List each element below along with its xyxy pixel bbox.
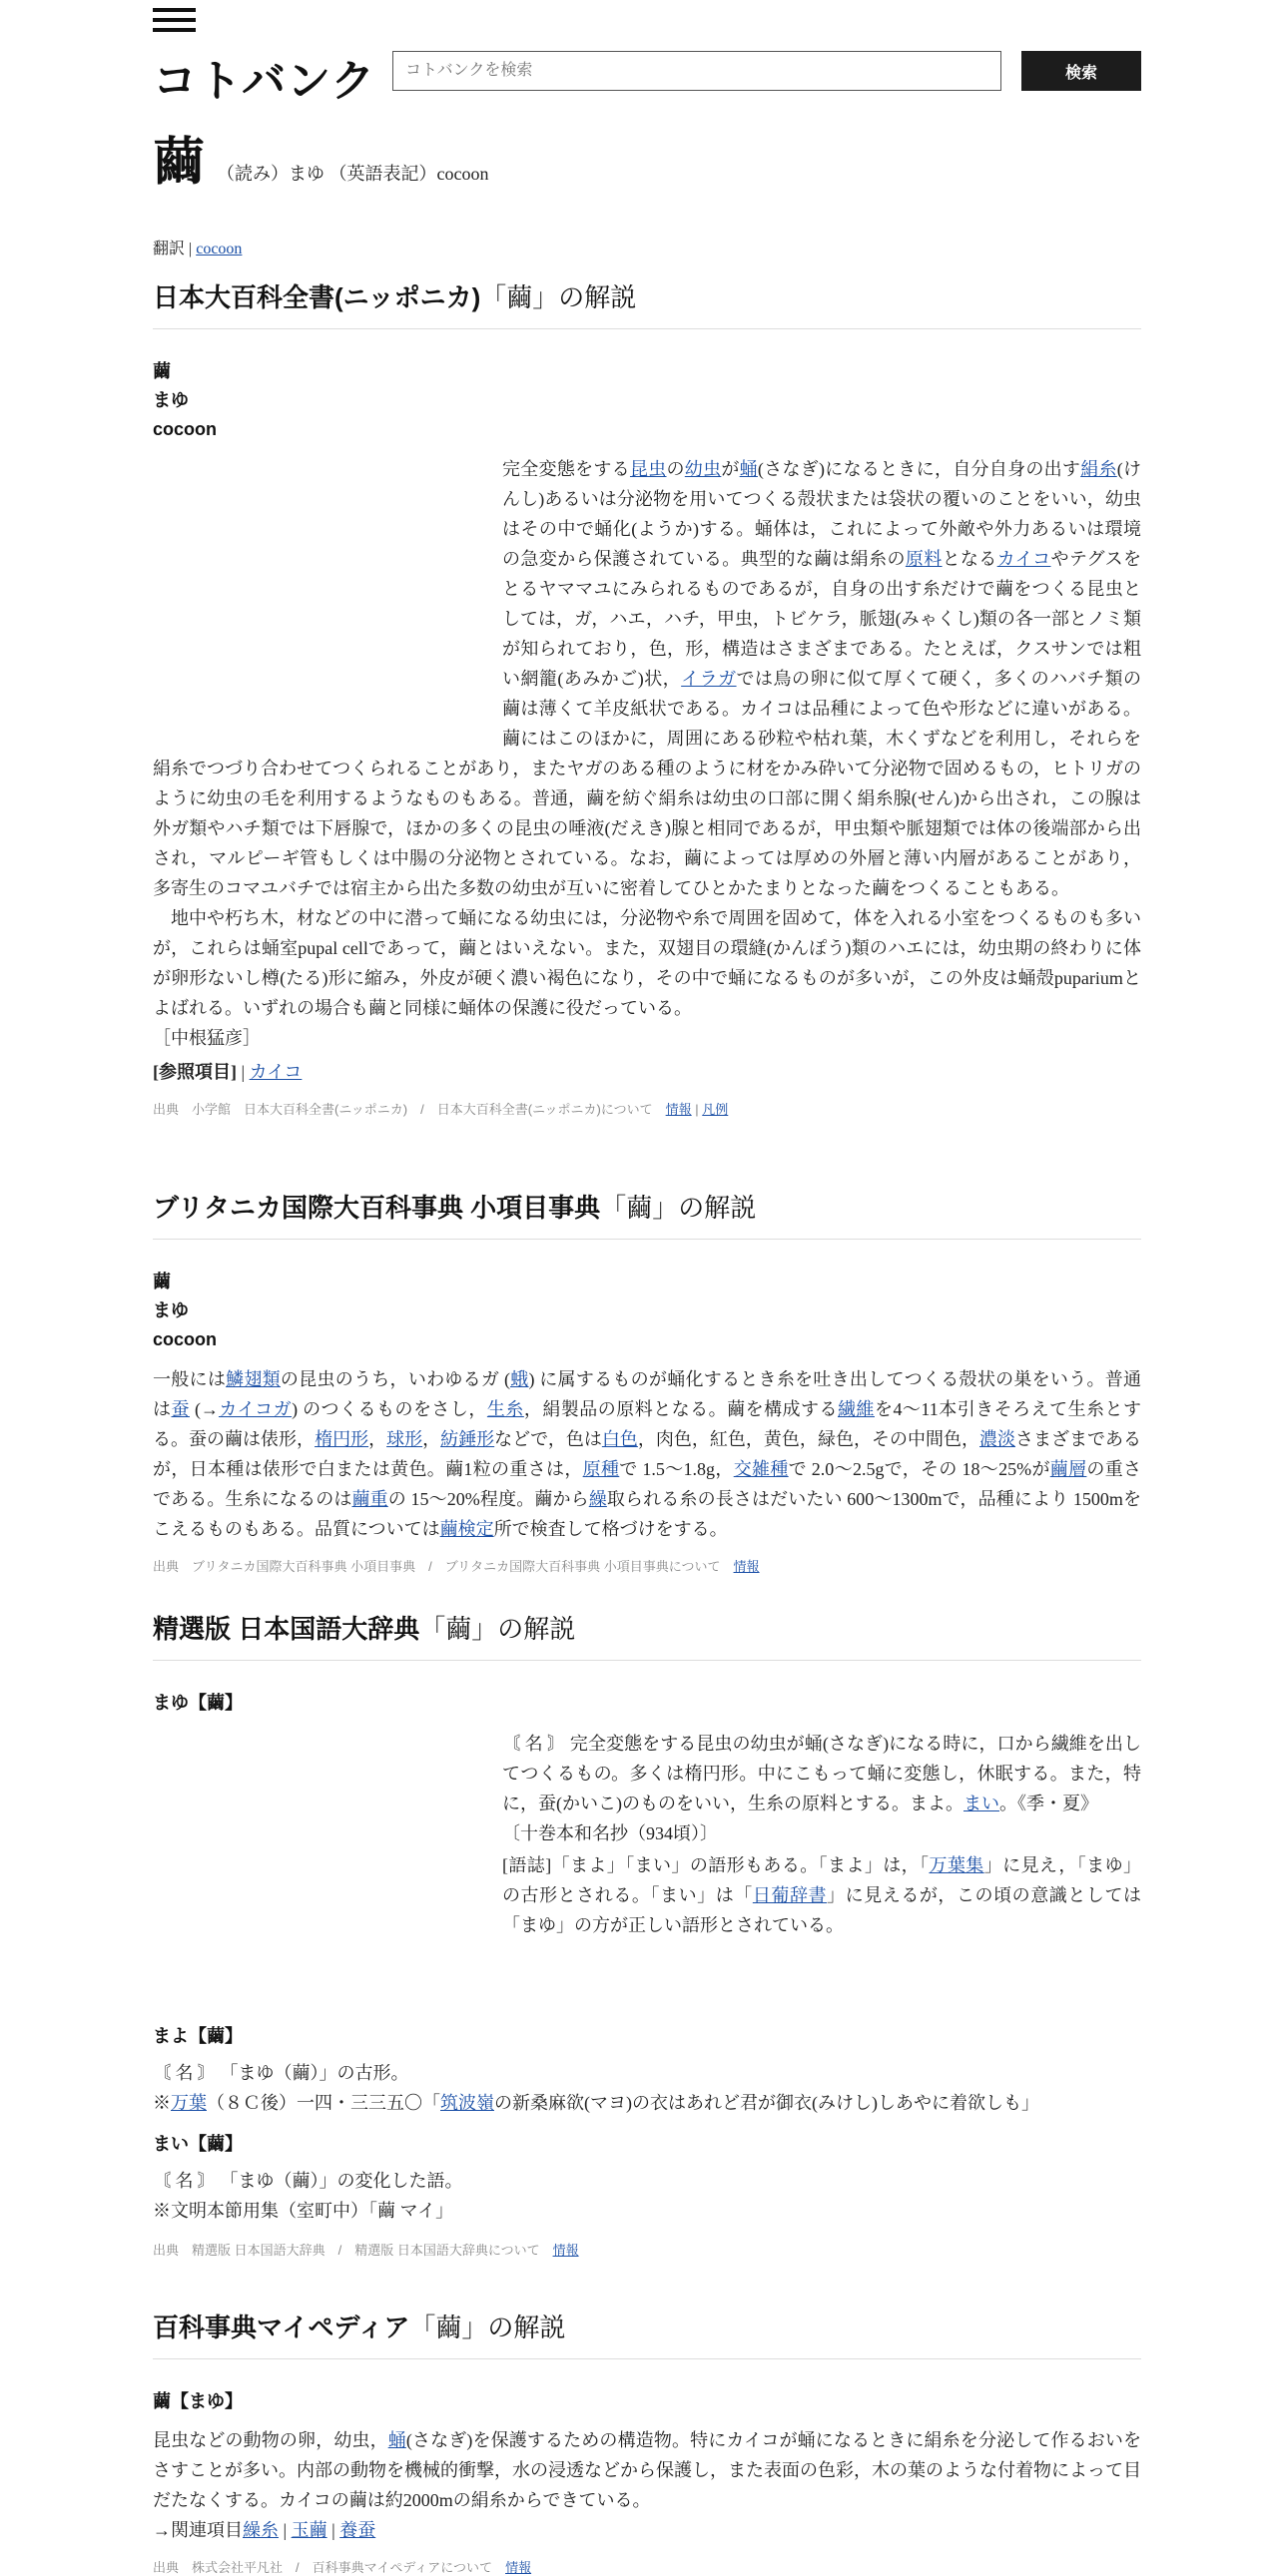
- section-britannica: [153, 1188, 1141, 1575]
- link-kenshi[interactable]: 絹糸: [1080, 459, 1117, 479]
- link-daenkei[interactable]: 楕円形: [315, 1429, 369, 1449]
- link-kiito[interactable]: 生糸: [486, 1399, 524, 1419]
- keyword-kanji: 繭: [153, 361, 171, 381]
- source-info-link[interactable]: 情報: [733, 1559, 760, 1574]
- section-mypedia: [153, 2308, 1141, 2576]
- link-konchu[interactable]: 昆虫: [629, 459, 667, 479]
- entry-body-mayu: [502, 1729, 1141, 1940]
- source-line: 出典 小学館 日本大百科全書(ニッポニカ) / 日本大百科全書(ニッポニカ)について 情報 | 凡例: [153, 1102, 729, 1117]
- reference-link-kaiko[interactable]: カイコ: [249, 1062, 303, 1082]
- source-info-link[interactable]: 情報: [552, 2243, 579, 2258]
- entry-heading-mai: まい【繭】: [153, 2134, 243, 2154]
- keyword-kanji: 繭: [153, 1272, 171, 1291]
- reference-line: [参照項目] | カイコ: [153, 1062, 303, 1082]
- section-title: ブリタニカ国際大百科事典 小項目事典「繭」の解説: [153, 1188, 1141, 1240]
- definition: 〘 名 〙 完全変態をする昆虫の幼虫が蛹(さなぎ)になる時に，口から繊維を出してつくるもの。多くは楕円形。中にこもって蛹に変態し，休眠する。また，特に，蚕(かいこ)のものをいい，生糸の原料とする。まよ。まい。《季・夏》: [502, 1734, 1141, 1813]
- author: ［中根猛彦］: [153, 1028, 261, 1048]
- definition-mayo: 〘 名 〙 「まゆ（繭）」の古形。: [153, 2063, 409, 2083]
- source-line: 出典 ブリタニカ国際大百科事典 小項目事典 / ブリタニカ国際大百科事典 小項目事典について 情報: [153, 1559, 760, 1574]
- entry-heading-mayu: まゆ【繭】: [153, 1693, 243, 1713]
- definition-mai: 〘 名 〙 「まゆ（繭）」の変化した語。: [153, 2171, 463, 2191]
- related-link-tamamayu[interactable]: 玉繭: [291, 2520, 327, 2540]
- section-daijisen: [153, 1609, 1141, 2259]
- search-input[interactable]: [392, 51, 1001, 91]
- link-genryo[interactable]: 原料: [905, 549, 943, 569]
- link-ga[interactable]: 蛾: [509, 1369, 529, 1389]
- section-title: 精選版 日本国語大辞典「繭」の解説: [153, 1609, 1141, 1661]
- link-kaiko[interactable]: カイコ: [996, 549, 1051, 569]
- translation-line: [153, 236, 242, 258]
- entry-heading: 繭【まゆ】: [153, 2391, 243, 2411]
- section-title: 日本大百科全書(ニッポニカ)「繭」の解説: [153, 277, 1141, 329]
- keyword-english: cocoon: [153, 1329, 218, 1349]
- source-line: 出典 株式会社平凡社 / 百科事典マイペディアについて 情報: [153, 2560, 532, 2575]
- source-info-link[interactable]: 情報: [665, 1102, 692, 1117]
- link-bosuikei[interactable]: 紡錘形: [440, 1429, 495, 1449]
- keyword-english: cocoon: [153, 419, 218, 439]
- link-yochu[interactable]: 幼虫: [684, 459, 722, 479]
- section-title: 百科事典マイペディア「繭」の解説: [153, 2308, 1141, 2359]
- link-rinshirui[interactable]: 鱗翅類: [226, 1369, 281, 1389]
- related-link-yosan[interactable]: 養蚕: [339, 2520, 376, 2540]
- article-body: 一般には鱗翅類の昆虫のうち，いわゆるガ (蛾) に属するものが蛹化するとき糸を吐き出してつくる殻状の巣をいう。普通は蚕 (→カイコガ) のつくるものをさし，生糸，絹製品の原料となる。繭を構成する繊維を4～11本引きそろえて生糸とする。蚕の繭は俵形，楕円形，球形，紡錘形などで，色は白色，肉色，紅色，黄色，緑色，その中間色，濃淡さまざまであるが，日本種は俵形で白または黄色。繭1粒の重さは，原種で 1.5～1.8g，交雑種で 2.0～2.5gで，その 18～25%が繭層の重さである。生糸になるのは繭重の 15～20%程度。繭から繰取られる糸の長さはだいたい 600～1300mで，品種により 1500mをこえるものもある。品質については繭検定所で検査して格づけをする。: [153, 1369, 1142, 1539]
- link-mayuso[interactable]: 繭層: [1049, 1459, 1087, 1479]
- link-kuri[interactable]: 繰: [588, 1489, 607, 1509]
- article-body: 完全変態をする昆虫の幼虫が蛹(さなぎ)になるときに，自分自身の出す絹糸(けんし)あるいは分泌物を用いてつくる殻状または袋状の覆いのことをいい，幼虫はその中で蛹化(ようか)する。蛹体は，これによって外敵や外力あるいは環境の急変から保護されている。典型的な繭は絹糸の原料となるカイコやテグスをとるヤママユにみられるものであるが，自身の出す糸だけで繭をつくる昆虫としては，ガ，ハエ，ハチ，甲虫，トビケラ，脈翅(みゃくし)類の各一部とノミ類が知られており，色，形，構造はさまざまである。たとえば，クスサンでは粗い網籠(あみかご)状，イラガでは鳥の卵に似て厚くて硬く，多くのハバチ類の繭は薄くて羊皮紙状である。カイコは品種によって色や形などに違いがある。繭にはこのほかに，周囲にある砂粒や枯れ葉，木くずなどを利用し，それらを絹糸でつづり合わせてつくられることがあり，またヤガのある種のように材をかみ砕いて分泌物で固めるもの，ヒトリガのように幼虫の毛を利用するようなものもある。普通，繭を紡ぐ絹糸は幼虫の口部に開く絹糸腺(せん)から出され，この腺は外ガ類やハチ類では下唇腺で，ほかの多くの昆虫の唾液(だえき)腺と相同であるが，甲虫類や脈翅類では体の後端部から出され，マルピーギ管もしくは中腸の分泌物とされている。なお，繭によっては厚めの外層と薄い内層があることがあり，多寄生のコマユバチでは宿主から出た多数の幼虫が互いに密着してひとかたまりとなった繭をつくることもある。: [153, 459, 1142, 898]
- source-legend-link[interactable]: 凡例: [702, 1102, 729, 1117]
- link-manyoshu[interactable]: 万葉集: [929, 1855, 984, 1875]
- citation-mai: ※文明本節用集（室町中）「繭 マイ」: [153, 2201, 454, 2221]
- keyword-reading: まゆ: [153, 390, 189, 410]
- usage-note: [語誌]「まよ」「まい」の語形もある。「まよ」は，「万葉集」に見え，「まゆ」の古形とされる。「まい」は「日葡辞書」に見えるが，この頃の意識としては「まゆ」の方が正しい語形とされている。: [502, 1855, 1142, 1935]
- link-kaiko[interactable]: 蚕: [171, 1399, 190, 1419]
- search-button[interactable]: 検索: [1021, 51, 1141, 91]
- translation-link[interactable]: cocoon: [196, 241, 243, 258]
- link-sanagi[interactable]: 蛹: [387, 2430, 406, 2450]
- link-notan[interactable]: 濃淡: [979, 1429, 1016, 1449]
- headword-kanji: 繭: [153, 133, 206, 193]
- link-kyukei[interactable]: 球形: [386, 1429, 423, 1449]
- link-mayuju[interactable]: 繭重: [351, 1489, 388, 1509]
- citation-mayo: ※万葉（８Ｃ後）一四・三三五〇「筑波嶺の新桑麻欲(マヨ)の衣はあれど君が御衣(みけし)しあやに着欲しも」: [153, 2093, 1039, 2113]
- link-mai[interactable]: まい: [963, 1794, 999, 1813]
- link-seni[interactable]: 繊維: [838, 1399, 875, 1419]
- headword-reading: （読み）まゆ （英語表記）cocoon: [217, 164, 489, 184]
- link-genshu[interactable]: 原種: [582, 1459, 620, 1479]
- translation-label: 翻訳 |: [153, 241, 197, 258]
- source-line: 出典 精選版 日本国語大辞典 / 精選版 日本国語大辞典について 情報: [153, 2243, 579, 2258]
- source-info-link[interactable]: 情報: [505, 2560, 532, 2575]
- article-paragraph-2: 地中や朽ち木，材などの中に潜って蛹になる幼虫には，分泌物や糸で周囲を固めて，体を入れる小室をつくるものも多いが，これらは蛹室pupal cellであって，繭とはいえない。また，双翅目の環縫(かんぽう)類のハエには，幼虫期の終わりに体が卵形ないし樽(たる)形に縮み，外皮が硬く濃い褐色になり，その中で蛹になるものが多いが，この外皮は蛹殻pupariumとよばれる。いずれの場合も繭と同様に蛹体の保護に役だっている。: [153, 908, 1141, 1018]
- related-items: →関連項目繰糸 | 玉繭 | 養蚕: [153, 2520, 376, 2540]
- link-kaikoga[interactable]: カイコガ: [218, 1399, 293, 1419]
- section-nipponica: [153, 277, 1141, 1118]
- hamburger-menu-icon[interactable]: [153, 8, 196, 32]
- link-tsukubane[interactable]: 筑波嶺: [440, 2093, 494, 2113]
- article-body: 昆虫などの動物の卵，幼虫，蛹(さなぎ)を保護するための構造物。特にカイコが蛹になるときに絹糸を分泌して作るおいをさすことが多い。内部の動物を機械的衝撃，水の浸透などから保護し，また表面の色彩，木の葉のような付着物によって目だたなくする。カイコの繭は約2000mの絹糸からできている。: [153, 2430, 1141, 2510]
- link-mayukentei[interactable]: 繭検定: [439, 1519, 494, 1539]
- link-hakushoku[interactable]: 白色: [601, 1429, 638, 1449]
- link-manyo[interactable]: 万葉: [171, 2093, 207, 2113]
- link-sanagi[interactable]: 蛹: [739, 459, 758, 479]
- link-nippo-jisho[interactable]: 日葡辞書: [752, 1885, 828, 1905]
- link-kozatsushu[interactable]: 交雑種: [733, 1459, 789, 1479]
- citation: 〔十巻本和名抄（934頃）〕: [502, 1823, 718, 1843]
- related-link-sōshi[interactable]: 繰糸: [243, 2520, 279, 2540]
- site-logo[interactable]: コトバンク: [153, 56, 376, 107]
- entry-heading-mayo: まよ【繭】: [153, 2026, 243, 2046]
- headword: [153, 120, 489, 195]
- keyword-reading: まゆ: [153, 1300, 189, 1320]
- link-iraga[interactable]: イラガ: [681, 669, 737, 689]
